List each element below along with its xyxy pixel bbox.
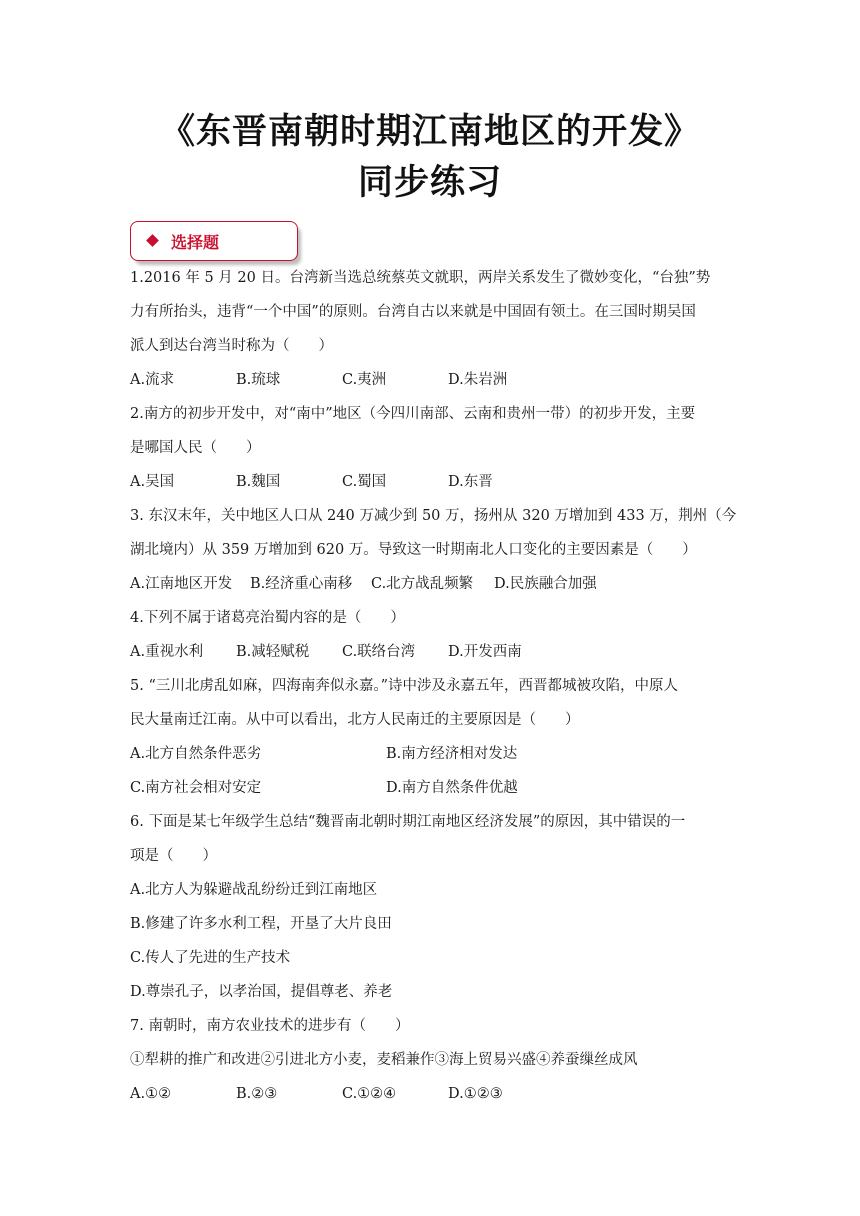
question-6-option-b: B.修建了许多水利工程，开垦了大片良田 — [130, 916, 392, 932]
question-2-line-1: 2.南方的初步开发中，对“南中”地区（今四川南部、云南和贵州一带）的初步开发，主要 — [130, 406, 696, 422]
diamond-icon — [146, 234, 159, 247]
question-1-line-1: 1.2016 年 5 月 20 日。台湾新当选总统蔡英文就职，两岸关系发生了微妙变化，“台独”势 — [130, 270, 711, 286]
question-4-option-d: D.开发西南 — [448, 644, 522, 660]
question-6-option-c: C.传人了先进的生产技术 — [130, 950, 291, 966]
question-5-option-c: C.南方社会相对安定 — [130, 780, 262, 796]
question-6-option-d: D.尊崇孔子，以孝治国，提倡尊老、养老 — [130, 984, 393, 1000]
question-7-line-1: 7. 南朝时，南方农业技术的进步有（ ） — [130, 1018, 410, 1034]
question-6-line-1: 6. 下面是某七年级学生总结“魏晋南北朝时期江南地区经济发展”的原因，其中错误的一 — [130, 814, 686, 830]
question-3-option-c: C.北方战乱频繁 — [371, 576, 474, 592]
document-subtitle: 同步练习 — [357, 162, 502, 203]
question-6-line-2: 项是（ ） — [130, 848, 217, 864]
question-4-line-1: 4.下列不属于诸葛亮治蜀内容的是（ ） — [130, 610, 405, 626]
question-5-option-a: A.北方自然条件恶劣 — [130, 746, 262, 762]
question-5-option-b: B.南方经济相对发达 — [386, 746, 518, 762]
question-7-option-d: D.①②③ — [448, 1086, 503, 1102]
question-3-line-1: 3. 东汉末年，关中地区人口从 240 万减少到 50 万，扬州从 320 万增加到 433 万，荆州（今 — [130, 508, 737, 524]
question-2-option-b: B.魏国 — [236, 474, 281, 490]
question-1-option-b: B.琉球 — [236, 372, 281, 388]
question-2-option-c: C.蜀国 — [342, 474, 387, 490]
question-2-option-d: D.东晋 — [448, 474, 493, 490]
section-header — [130, 221, 298, 261]
question-3-option-b: B.经济重心南移 — [250, 576, 353, 592]
question-7-option-c: C.①②④ — [342, 1086, 397, 1102]
question-7-option-a: A.①② — [130, 1086, 172, 1102]
section-label: 选择题 — [171, 233, 220, 252]
question-4-option-c: C.联络台湾 — [342, 644, 416, 660]
question-1-line-3: 派人到达台湾当时称为（ ） — [130, 338, 333, 354]
question-1-option-a: A.流求 — [130, 372, 175, 388]
question-4-option-b: B.减轻赋税 — [236, 644, 310, 660]
question-1-line-2: 力有所抬头，违背“一个中国”的原则。台湾自古以来就是中国固有领土。在三国时期吴国 — [130, 304, 696, 320]
document-title: 《东晋南朝时期江南地区的开发》 — [159, 111, 700, 152]
question-5-line-2: 民大量南迁江南。从中可以看出，北方人民南迁的主要原因是（ ） — [130, 712, 580, 728]
question-4-option-a: A.重视水利 — [130, 644, 204, 660]
question-2-line-2: 是哪国人民（ ） — [130, 440, 261, 456]
question-7-option-b: B.②③ — [236, 1086, 278, 1102]
question-3-option-d: D.民族融合加强 — [494, 576, 597, 592]
question-7-line-2: ①犁耕的推广和改进②引进北方小麦，麦稻兼作③海上贸易兴盛④养蚕缫丝成风 — [130, 1052, 638, 1068]
question-1-option-d: D.朱岩洲 — [448, 372, 508, 388]
question-3-option-a: A.江南地区开发 — [130, 576, 233, 592]
question-1-option-c: C.夷洲 — [342, 372, 387, 388]
question-6-option-a: A.北方人为躲避战乱纷纷迁到江南地区 — [130, 882, 378, 898]
question-5-option-d: D.南方自然条件优越 — [386, 780, 518, 796]
question-5-line-1: 5. “三川北虏乱如麻，四海南奔似永嘉。”诗中涉及永嘉五年，西晋都城被攻陷，中原人 — [130, 678, 679, 694]
question-2-option-a: A.吴国 — [130, 474, 175, 490]
question-3-line-2: 湖北境内）从 359 万增加到 620 万。导致这一时期南北人口变化的主要因素是（ ） — [130, 542, 697, 558]
